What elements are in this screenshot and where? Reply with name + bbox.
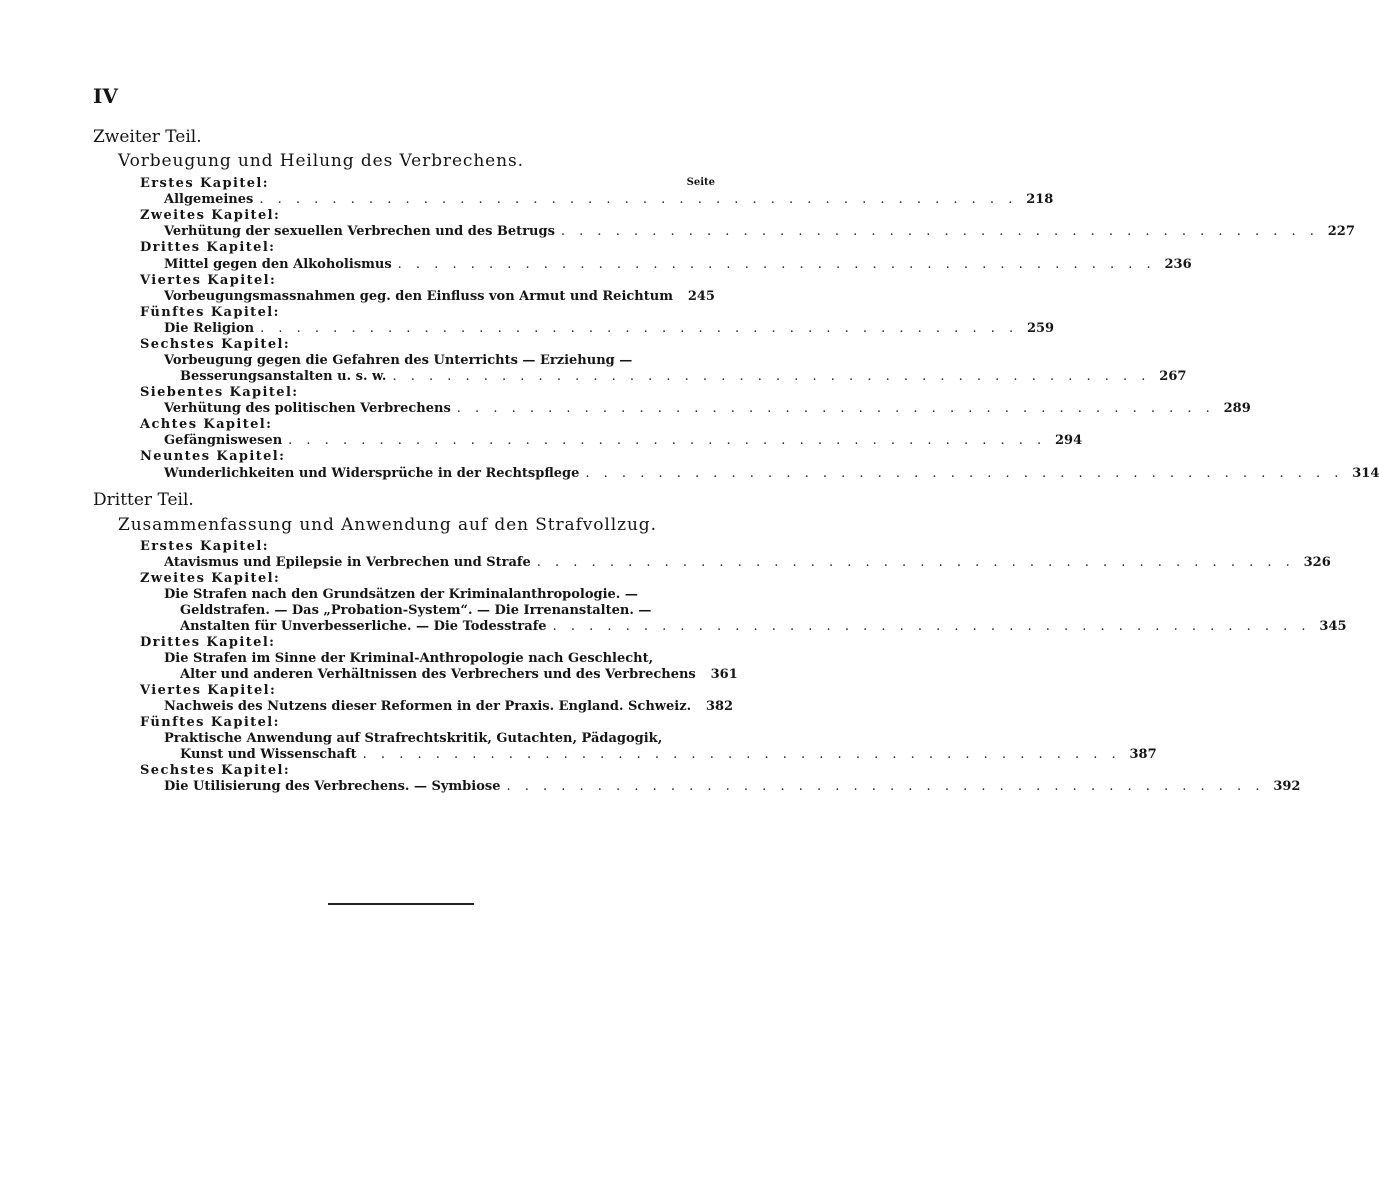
section-divider [328,903,474,905]
toc-line: Die Strafen im Sinne der Kriminal-Anthropologie nach Geschlecht, [164,651,654,666]
toc-line: Die Strafen nach den Grundsätzen der Kriminalanthropologie. — [164,587,638,602]
chapter-heading: Fünftes Kapitel: [140,305,280,320]
page-ref: 289 [1223,401,1251,416]
page-ref: 259 [1026,321,1055,336]
chapter-heading: Zweites Kapitel: [140,571,281,586]
chapter-heading: Neuntes Kapitel: [140,449,286,464]
chapter-heading: Zweites Kapitel: [140,208,281,223]
toc-entry: Gefängniswesen . . . . . . . . . . . . . . . . . . . . . . . . . . . . . . . . . . . . . . . . . . 294 [164,433,1083,448]
toc-line: Geldstrafen. — Das „Probation-System“. — Die Irrenanstalten. — [180,603,652,618]
toc-entry: Verhütung der sexuellen Verbrechen und des Betrugs . . . . . . . . . . . . . . . . . . . . . . . . . . . . . . . . . . . . . . . . . . 227 [164,224,1355,239]
chapter-heading: Viertes Kapitel: [140,273,277,288]
part-subtitle: Vorbeugung und Heilung des Verbrechens. [118,151,524,171]
toc-entry: Verhütung des politischen Verbrechens . . . . . . . . . . . . . . . . . . . . . . . . . . . . . . . . . . . . . . . . . . 289 [164,401,1251,416]
page-ref: 387 [1129,747,1157,762]
seite-label: Seite [686,177,715,188]
toc-entry: Allgemeines . . . . . . . . . . . . . . . . . . . . . . . . . . . . . . . . . . . . . . . . . . 218 [164,192,1054,207]
chapter-heading: Viertes Kapitel: [140,683,277,698]
chapter-heading: Sechstes Kapitel: [140,337,291,352]
chapter-heading: Siebentes Kapitel: [140,385,299,400]
toc-entry: Nachweis des Nutzens dieser Reformen in der Praxis. England. Schweiz. 382 [164,699,734,714]
page-ref: 267 [1159,369,1187,384]
page-ref: 314 [1352,466,1379,481]
page-ref: 245 [687,289,715,304]
toc-entry: Vorbeugungsmassnahmen geg. den Einfluss von Armut und Reichtum 245 [164,289,715,304]
page-number: IV [93,84,118,108]
page-ref: 218 [1026,192,1054,207]
chapter-heading: Fünftes Kapitel: [140,715,280,730]
toc-entry: Wunderlichkeiten und Widersprüche in der Rechtspflege . . . . . . . . . . . . . . . . . . . . . . . . . . . . . . . . . . . . . . . . . . 314 [164,466,1379,481]
page-ref: 392 [1273,779,1301,794]
page-ref: 326 [1303,555,1331,570]
toc-entry: Atavismus und Epilepsie in Verbrechen und Strafe . . . . . . . . . . . . . . . . . . . . . . . . . . . . . . . . . . . . . . . . . . 326 [164,555,1331,570]
toc-entry: Besserungsanstalten u. s. w. . . . . . . . . . . . . . . . . . . . . . . . . . . . . . . . . . . . . . . . . . . 267 [180,369,1187,384]
part-subtitle: Zusammenfassung und Anwendung auf den Strafvollzug. [118,515,657,535]
page-ref: 236 [1164,257,1192,272]
chapter-heading: Drittes Kapitel: [140,240,276,255]
toc-entry: Die Utilisierung des Verbrechens. — Symbiose . . . . . . . . . . . . . . . . . . . . . . . . . . . . . . . . . . . . . . . . . . 392 [164,779,1301,794]
toc-line: Praktische Anwendung auf Strafrechtskritik, Gutachten, Pädagogik, [164,731,663,746]
chapter-heading: Achtes Kapitel: [140,417,273,432]
page-ref: 227 [1327,224,1355,239]
part-title: Zweiter Teil. [93,127,202,147]
chapter-heading: Erstes Kapitel: [140,176,269,191]
page-ref: 294 [1055,433,1083,448]
page-ref: 382 [705,699,734,714]
toc-entry: Kunst und Wissenschaft . . . . . . . . . . . . . . . . . . . . . . . . . . . . . . . . . . . . . . . . . . 387 [180,747,1157,762]
chapter-heading: Drittes Kapitel: [140,635,276,650]
toc-entry: Mittel gegen den Alkoholismus . . . . . . . . . . . . . . . . . . . . . . . . . . . . . . . . . . . . . . . . . . 236 [164,257,1192,272]
toc-entry: Alter und anderen Verhältnissen des Verbrechers und des Verbrechens 361 [180,667,738,682]
toc-line: Vorbeugung gegen die Gefahren des Unterrichts — Erziehung — [164,353,633,368]
chapter-heading: Erstes Kapitel: [140,539,269,554]
chapter-heading: Sechstes Kapitel: [140,763,291,778]
toc-entry: Die Religion . . . . . . . . . . . . . . . . . . . . . . . . . . . . . . . . . . . . . . . . . . 259 [164,321,1055,336]
toc-entry: Anstalten für Unverbesserliche. — Die Todesstrafe . . . . . . . . . . . . . . . . . . . . . . . . . . . . . . . . . . . . . . . . . . 345 [180,619,1347,634]
page-ref: 361 [710,667,738,682]
page-ref: 345 [1319,619,1347,634]
part-title: Dritter Teil. [93,490,194,510]
